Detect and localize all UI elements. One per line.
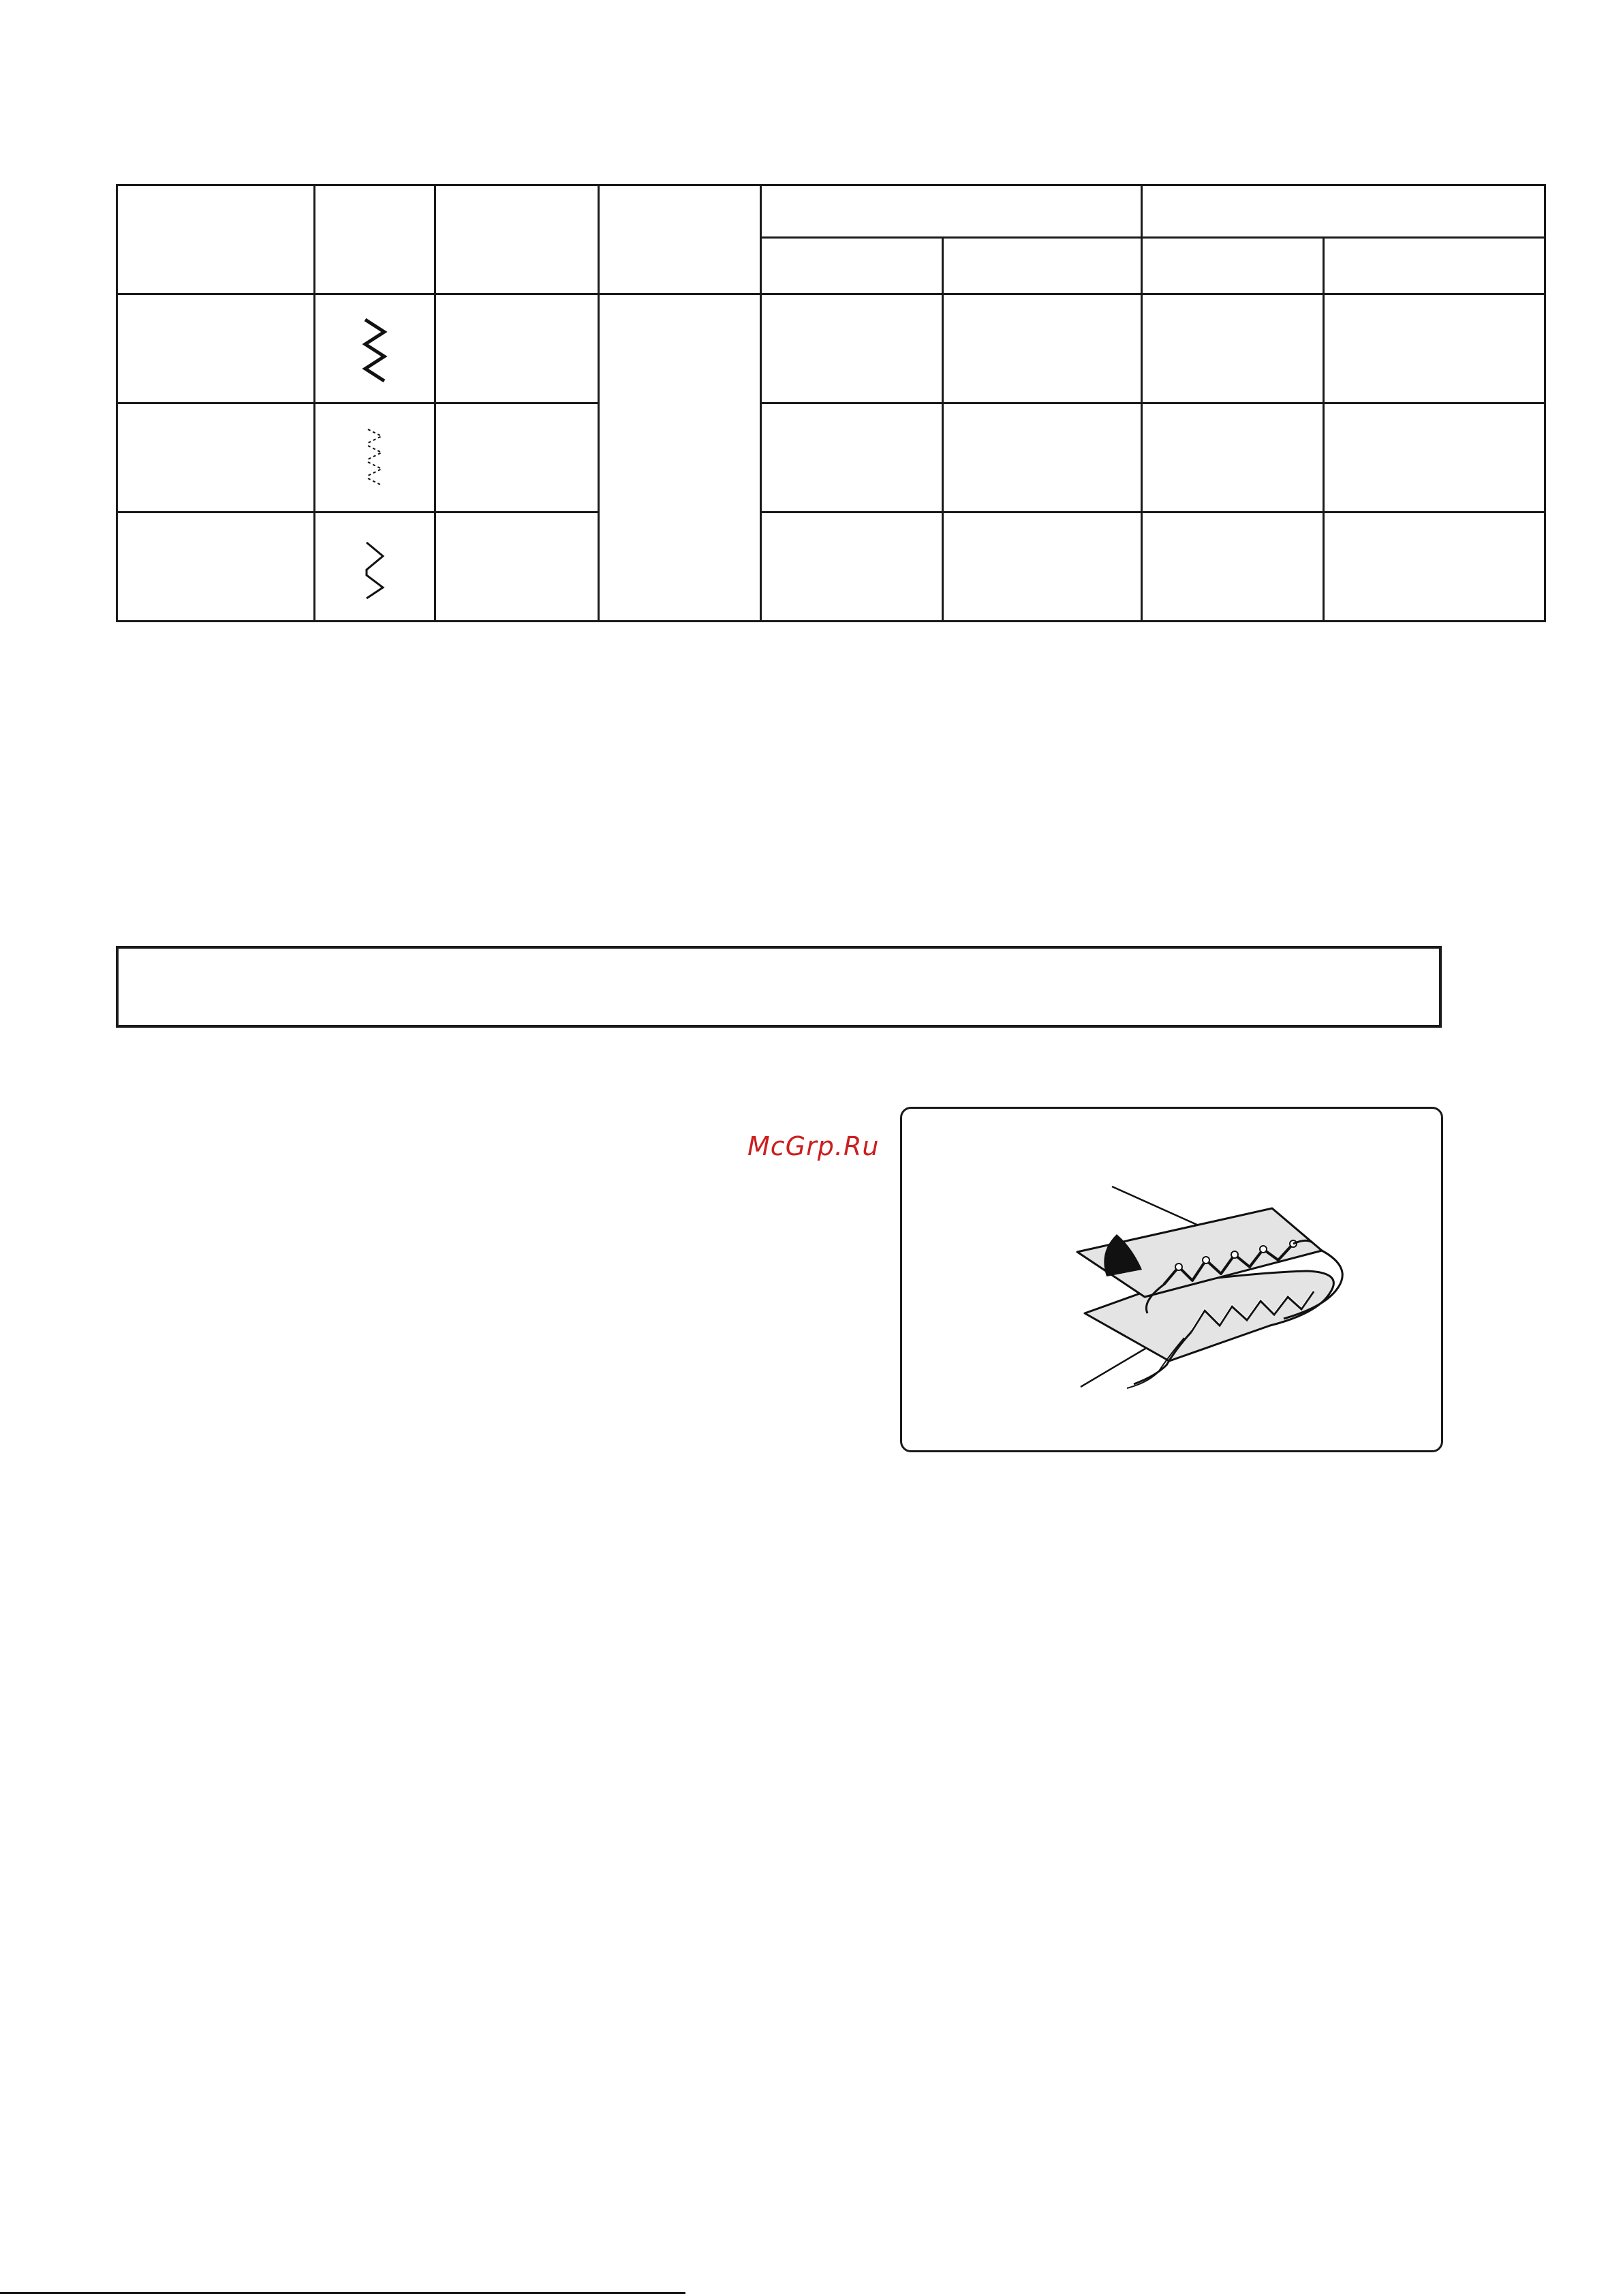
cell-stitch-icon [315,294,435,403]
header-cell-application [117,185,315,294]
cell-pattern [435,403,599,512]
footer-rule [0,2292,685,2294]
header-subcell-auto-length [1142,238,1324,294]
cell-manual-width [943,403,1142,512]
cell-auto-length [1142,512,1324,622]
table-row [117,403,1545,512]
stitch-settings-table [116,184,1546,622]
cell-manual-width [943,294,1142,403]
header-cell-presser-foot [599,185,761,294]
table-row [117,294,1545,403]
cell-application [117,294,315,403]
blind-hem-stitch-icon [361,533,388,601]
header-group-stitch-length [1142,185,1545,238]
cell-manual-length [1324,512,1545,622]
header-subcell-manual-width [943,238,1142,294]
header-cell-stitch [315,185,435,294]
cell-stitch-icon [315,403,435,512]
cell-auto-length [1142,403,1324,512]
illustration-panel [900,1107,1443,1452]
cell-auto-width [761,294,943,403]
cell-presser-foot-merged [599,294,761,622]
cell-application [117,512,315,622]
cell-application [117,403,315,512]
cell-auto-width [761,403,943,512]
zigzag-stitch-icon [361,311,388,386]
cell-auto-width [761,512,943,622]
header-group-stitch-width [761,185,1142,238]
table-row [117,512,1545,622]
cell-auto-length [1142,294,1324,403]
cell-pattern [435,294,599,403]
cell-manual-width [943,512,1142,622]
header-subcell-auto-width [761,238,943,294]
cell-manual-length [1324,294,1545,403]
header-cell-pattern [435,185,599,294]
fabric-seam-finishing-illustration [902,1109,1445,1454]
header-subcell-manual-length [1324,238,1545,294]
cell-pattern [435,512,599,622]
triple-zigzag-stitch-icon [361,424,388,492]
cell-manual-length [1324,403,1545,512]
note-box [116,946,1442,1028]
cell-stitch-icon [315,512,435,622]
watermark-text: McGrp.Ru [747,1131,880,1161]
